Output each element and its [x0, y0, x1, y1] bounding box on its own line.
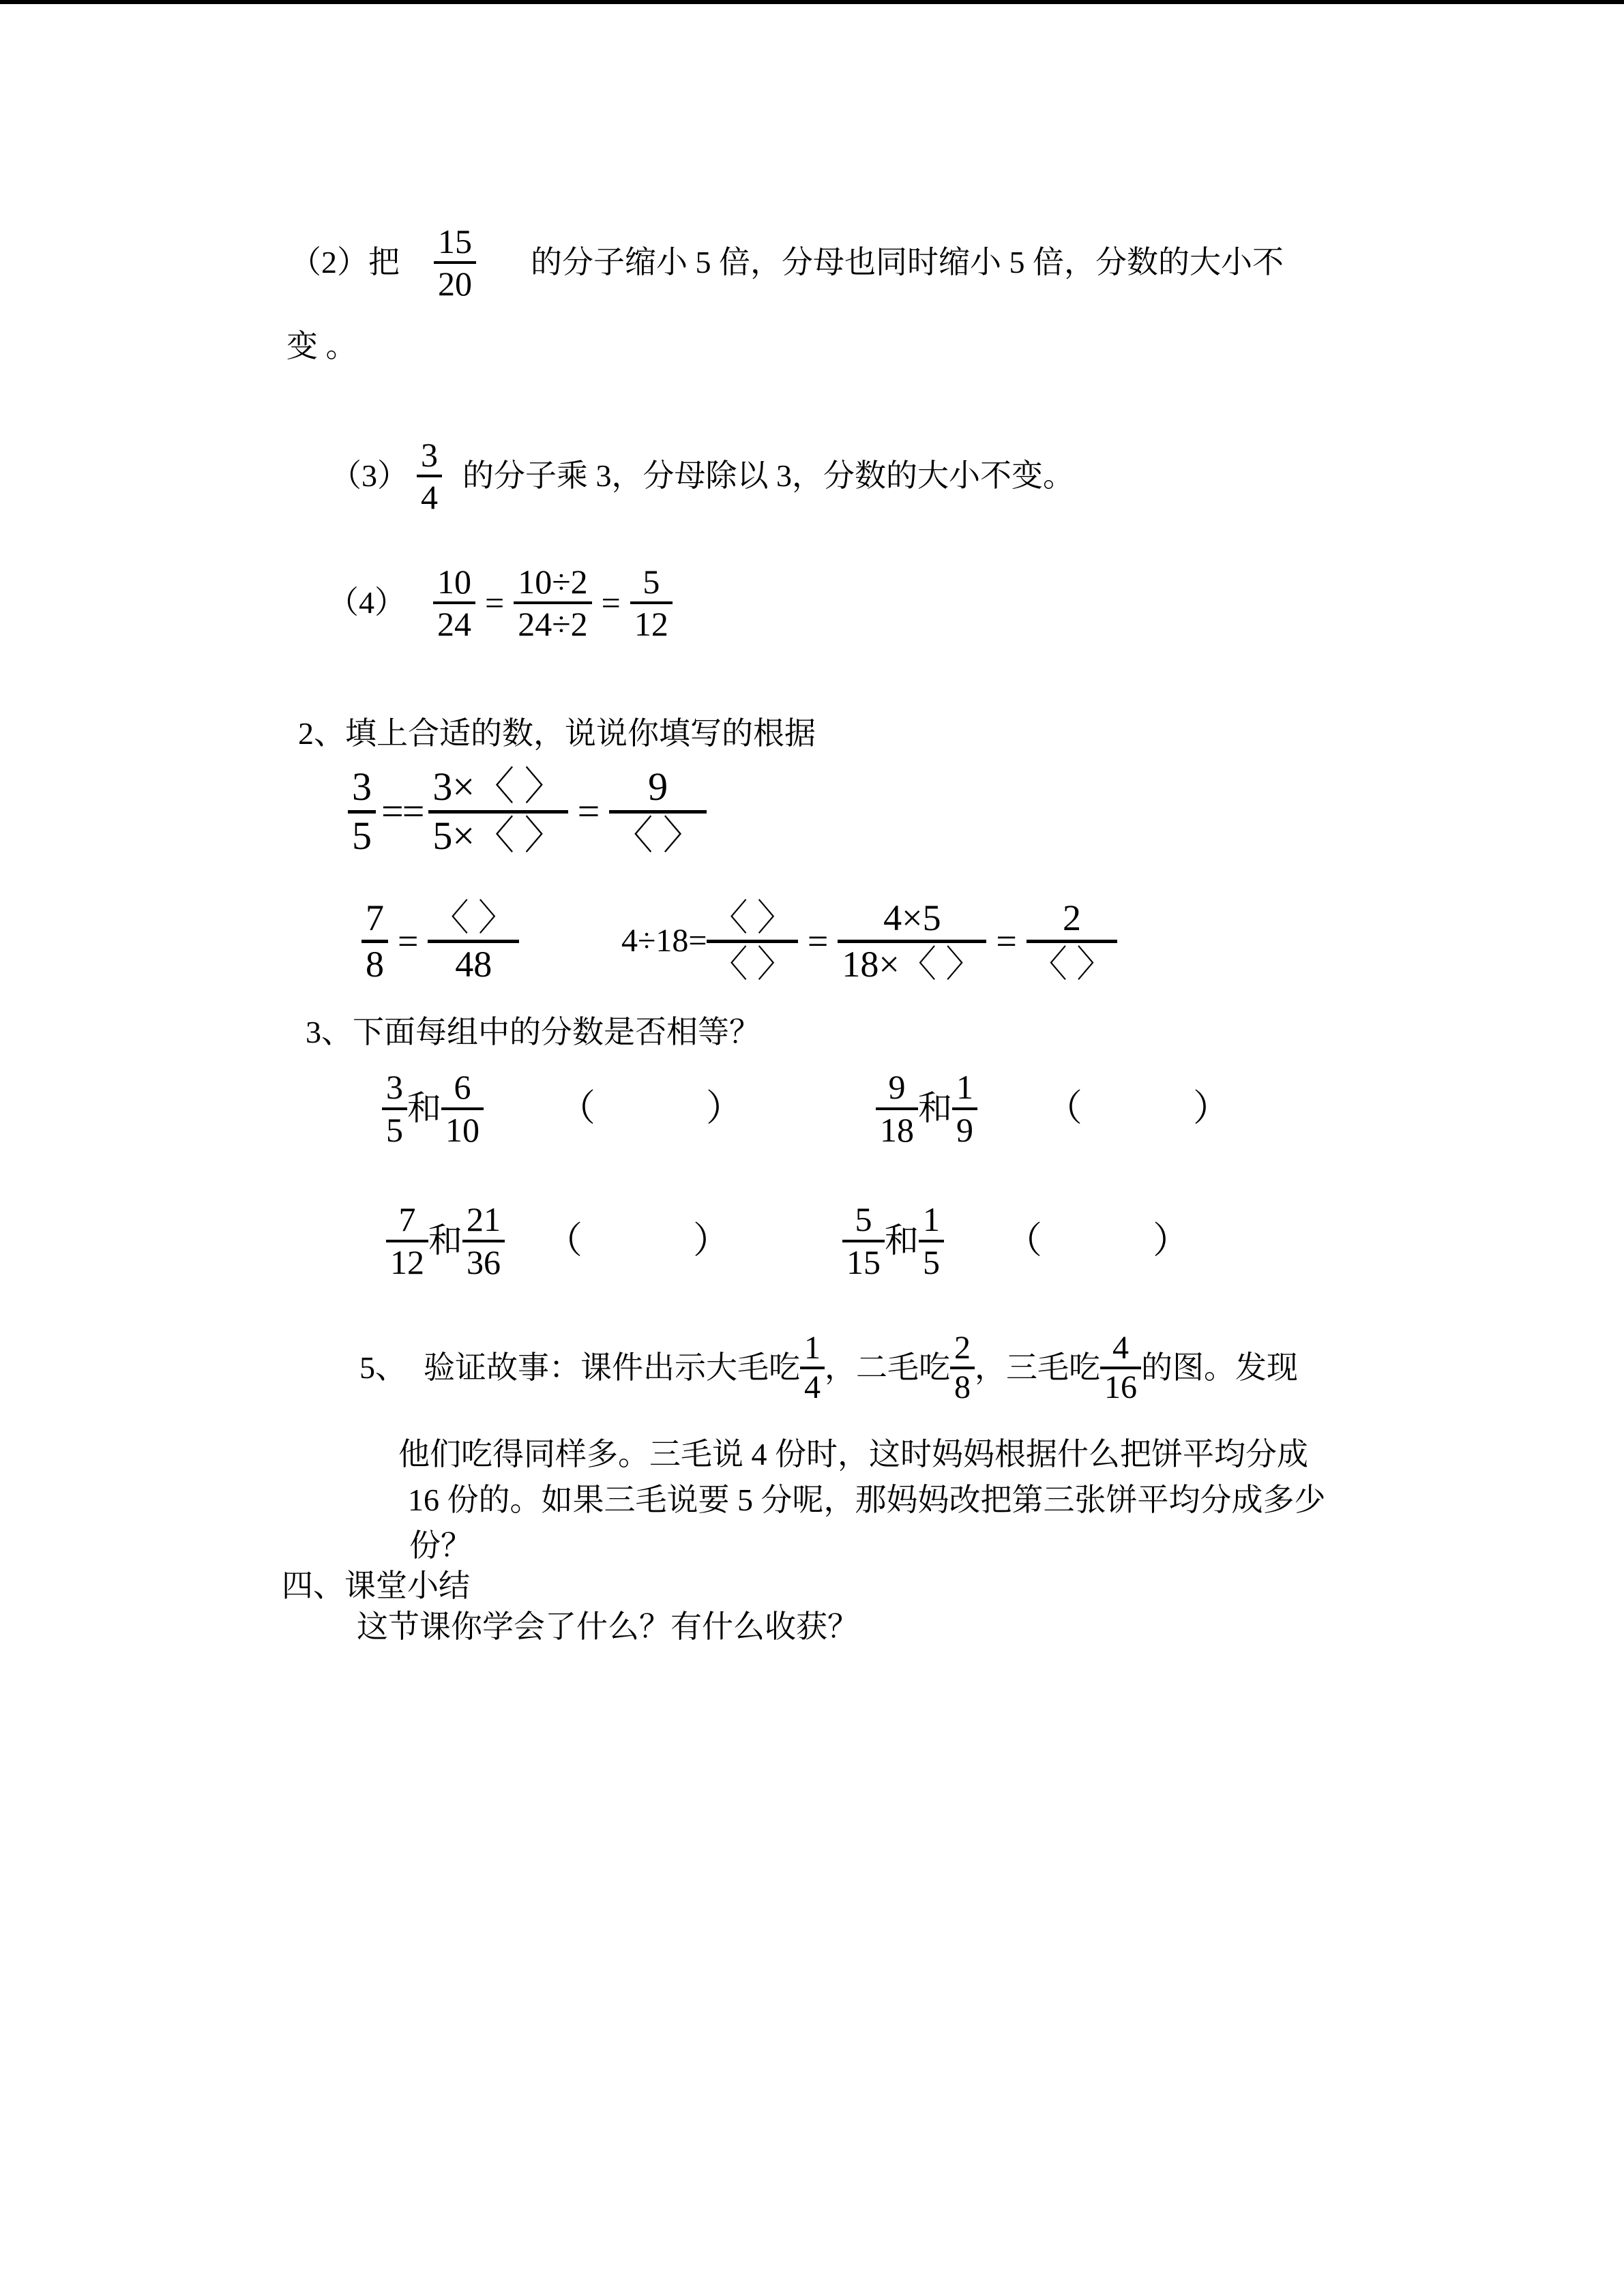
fraction-denominator: 8 [366, 943, 384, 985]
fraction-numerator: 6 [454, 1068, 471, 1106]
fraction-bar [952, 1107, 977, 1110]
fraction-denominator: 12 [390, 1242, 424, 1281]
item-2-row [290, 208, 1284, 317]
fraction-numerator: 10÷2 [518, 562, 588, 601]
fraction-bar [428, 940, 519, 943]
equals-sign: = [807, 920, 829, 961]
item-4-label: （4） [327, 585, 406, 621]
fraction-numerator: 5 [643, 562, 660, 601]
fraction-7-8 [361, 899, 388, 983]
question-2-heading: 2、填上合适的数，说说你填写的根据 [298, 716, 816, 751]
fraction-bar [361, 940, 388, 943]
top-border [0, 0, 1624, 4]
fraction-bar [433, 601, 475, 604]
item-3-text: 的分子乘 3，分母除以 3，分数的大小不变。 [462, 458, 1074, 494]
fraction-bar [838, 940, 986, 943]
fraction-bar [842, 1240, 885, 1242]
fraction-denominator: 12 [634, 605, 668, 643]
q5-label: 5、 [359, 1350, 407, 1386]
q5-lead-text: 验证故事：课件出示大毛吃 [424, 1350, 800, 1386]
conjunction-he: 和 [918, 1089, 952, 1127]
fraction-numerator: 〈 〉 [711, 897, 794, 938]
equals-sign: = [577, 789, 600, 834]
q5-line-4: 份？ [409, 1528, 472, 1563]
equals-sign: = [996, 920, 1017, 961]
fraction-denominator: 48 [455, 943, 492, 985]
q5-mid-text-1: ，二毛吃 [825, 1350, 950, 1386]
equals-sign: = [485, 583, 505, 622]
fraction-bar [514, 601, 591, 604]
fraction-bar [609, 810, 707, 814]
fraction-denominator: 36 [467, 1242, 501, 1281]
fraction-bar [434, 261, 476, 264]
fraction-bar [348, 810, 376, 814]
fraction-4-16 [1100, 1331, 1141, 1405]
fraction-3-4 [417, 437, 442, 516]
q5-line-3: 16 份的。如果三毛说要 5 分呢，那妈妈改把第三张饼平均分成多少 [408, 1482, 1326, 1517]
fraction-9-18 [876, 1069, 918, 1148]
answer-blank: （ ） [1046, 1088, 1230, 1129]
fraction-numerator: 21 [467, 1200, 501, 1238]
section-4-line: 这节课你学会了什么？有什么收获？ [357, 1609, 859, 1644]
fraction-numerator: 3 [386, 1068, 403, 1106]
item-3-label: （3） [330, 458, 409, 494]
fraction-5-12 [630, 564, 673, 642]
fraction-2-blank [1027, 899, 1118, 983]
fraction-numerator: 〈 〉 [432, 897, 515, 938]
fraction-numerator: 2 [954, 1329, 971, 1366]
conjunction-he: 和 [885, 1221, 919, 1259]
fraction-denominator: 5×〈 〉 [432, 813, 564, 858]
q5-mid-text-2: ，三毛吃 [975, 1350, 1100, 1386]
fraction-numerator: 1 [923, 1200, 940, 1238]
fraction-denominator: 4 [421, 478, 438, 516]
answer-blank: （ ） [559, 1088, 743, 1129]
fraction-numerator: 5 [855, 1200, 872, 1238]
fraction-denominator: 24÷2 [518, 605, 588, 643]
q2-eq3-lead: 4÷18= [621, 922, 707, 959]
fraction-10div2-24div2 [514, 564, 591, 642]
fraction-numerator: 9 [888, 1068, 906, 1106]
item-2-wrap-text: 变 。 [286, 329, 357, 363]
fraction-numerator: 15 [438, 222, 472, 260]
fraction-bar [382, 1107, 407, 1110]
fraction-denominator: 〈 〉 [613, 813, 703, 858]
equals-sign: = [601, 583, 621, 622]
item-3-row [330, 421, 1074, 531]
fraction-numerator: 7 [398, 1200, 416, 1238]
equals-sign: = [398, 920, 419, 961]
fraction-denominator: 20 [438, 265, 472, 303]
fraction-numerator: 7 [366, 897, 384, 938]
fraction-bar [462, 1240, 505, 1242]
fraction-numerator: 1 [804, 1329, 821, 1366]
fraction-numerator: 4 [1112, 1329, 1129, 1366]
fraction-denominator: 5 [923, 1242, 940, 1281]
fraction-denominator: 4 [804, 1369, 821, 1405]
fraction-denominator: 18×〈 〉 [842, 943, 983, 985]
section-4-heading: 四、课堂小结 [282, 1568, 470, 1603]
fraction-bar [876, 1107, 918, 1110]
fraction-7-12 [386, 1202, 428, 1280]
fraction-bar [919, 1240, 944, 1242]
fraction-blank-blank [707, 899, 798, 983]
fraction-denominator: 9 [956, 1110, 973, 1149]
fraction-1-9 [952, 1069, 977, 1148]
fraction-1-5 [919, 1202, 944, 1280]
fraction-bar [630, 601, 673, 604]
item-4-row [327, 550, 673, 656]
fraction-denominator: 15 [846, 1242, 881, 1281]
fraction-2-8 [950, 1331, 975, 1405]
q2-equation-2-3-row [361, 886, 1117, 996]
fraction-denominator: 8 [954, 1369, 971, 1405]
q5-line-2: 他们吃得同样多。三毛说 4 份时，这时妈妈根据什么把饼平均分成 [398, 1437, 1308, 1472]
fraction-numerator: 3×〈 〉 [432, 764, 564, 809]
fraction-3-5 [348, 766, 376, 857]
fraction-21-36 [462, 1202, 505, 1280]
fraction-bar [1027, 940, 1118, 943]
fraction-6-10 [441, 1069, 484, 1148]
conjunction-he: 和 [428, 1221, 462, 1259]
fraction-denominator: 10 [445, 1110, 479, 1149]
fraction-5-15 [842, 1202, 885, 1280]
fraction-denominator: 〈 〉 [1030, 943, 1114, 985]
double-equals-sign: == [381, 789, 424, 834]
q2-equation-1 [348, 757, 707, 866]
conjunction-he: 和 [407, 1089, 441, 1127]
answer-blank: （ ） [1005, 1220, 1190, 1262]
q3-pair-row-2 [386, 1188, 1190, 1294]
item-2-label: （2）把 [290, 245, 400, 280]
fraction-numerator: 9 [648, 764, 668, 809]
fraction-numerator: 3 [421, 435, 438, 474]
fraction-10-24 [433, 564, 475, 642]
item-2-text: 的分子缩小 5 倍，分母也同时缩小 5 倍，分数的大小不 [531, 245, 1284, 280]
fraction-1-4 [800, 1331, 825, 1405]
fraction-bar [707, 940, 798, 943]
fraction-bar [428, 810, 567, 814]
fraction-4x5-18x-blank [838, 899, 986, 983]
fraction-3-5 [382, 1069, 407, 1148]
fraction-denominator: 16 [1104, 1369, 1137, 1405]
fraction-9-blank [609, 766, 707, 857]
fraction-numerator: 4×5 [883, 897, 941, 938]
fraction-denominator: 5 [386, 1110, 403, 1149]
fraction-denominator: 〈 〉 [711, 943, 794, 985]
fraction-denominator: 24 [437, 605, 471, 643]
fraction-numerator: 2 [1063, 897, 1082, 938]
fraction-bar [441, 1107, 484, 1110]
q5-tail-text: 的图。发现 [1141, 1350, 1298, 1386]
fraction-15-20 [434, 224, 476, 302]
fraction-bar [386, 1240, 428, 1242]
answer-blank: （ ） [546, 1220, 730, 1262]
fraction-numerator: 1 [956, 1068, 973, 1106]
question-3-heading: 3、下面每组中的分数是否相等？ [306, 1015, 761, 1049]
fraction-numerator: 3 [352, 764, 372, 809]
fraction-3x-blank-5x-blank [428, 766, 567, 857]
q3-pair-row-1 [382, 1056, 1230, 1161]
fraction-denominator: 18 [880, 1110, 914, 1149]
fraction-bar [417, 475, 442, 477]
q5-row [359, 1317, 1298, 1418]
fraction-denominator: 5 [352, 813, 372, 858]
fraction-blank-48 [428, 899, 519, 983]
fraction-numerator: 10 [437, 562, 471, 601]
